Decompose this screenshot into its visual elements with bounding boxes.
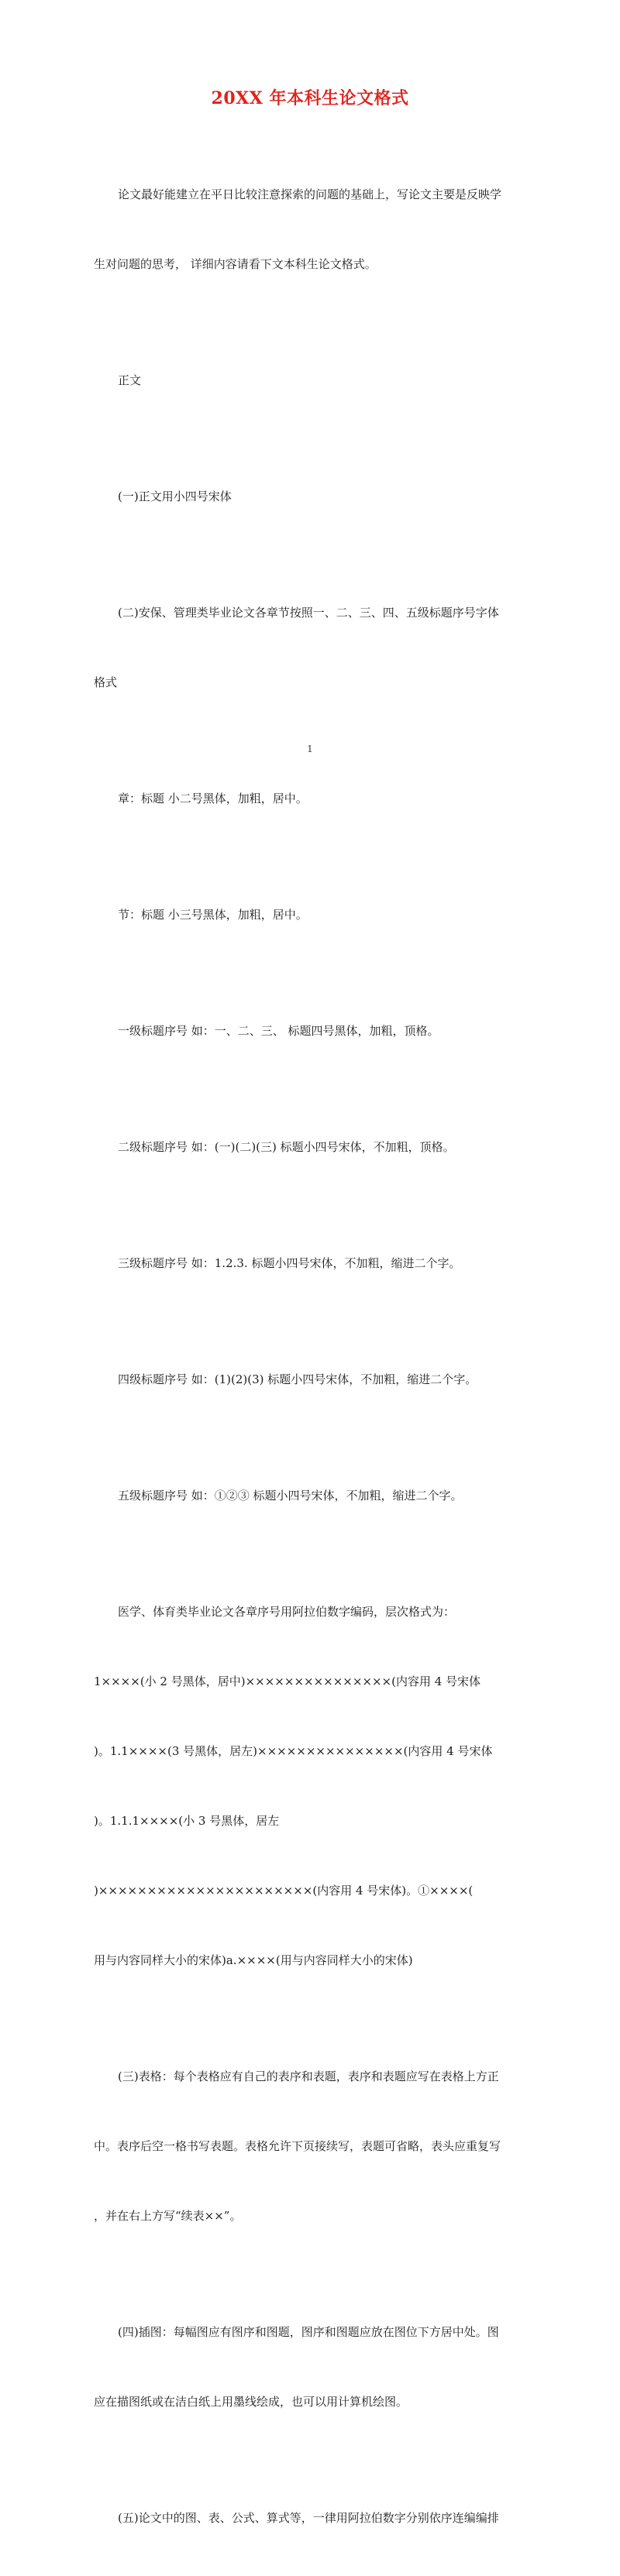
paragraph-section [94, 857, 528, 973]
document-body [94, 136, 528, 2576]
text-line: 1××××(小 2 号黑体，居中)×××××××××××××××(内容用 4 号宋体 [94, 1674, 481, 1688]
paragraph-level-5 [94, 1437, 528, 1554]
paragraph-intro [94, 136, 528, 322]
paragraph-level-2 [94, 1089, 528, 1205]
text-line: 中。表序后空一格书写表题。表格允许下页接续写，表题可省略，表头应重复写 [94, 2139, 501, 2153]
text-line: )。1.1.1××××(小 3 号黑体，居左 [94, 1814, 280, 1828]
text-line: 三级标题序号 如：1.2.3. 标题小四号宋体，不加粗，缩进二个字。 [118, 1256, 461, 1270]
paragraph-medical-format [94, 1554, 528, 2018]
paragraph-body-heading [94, 322, 528, 438]
text-line: 正文 [118, 373, 142, 387]
text-line: 五级标题序号 如：①②③ 标题小四号宋体，不加粗，缩进二个字。 [118, 1489, 463, 1503]
paragraph-level-3 [94, 1205, 528, 1321]
text-line: (三)表格：每个表格应有自己的表序和表题，表序和表题应写在表格上方正 [118, 2069, 499, 2083]
paragraph-chapter [94, 740, 528, 857]
text-line: (二)安保、管理类毕业论文各章节按照一、二、三、四、五级标题序号字体 [118, 606, 499, 620]
text-line: )。1.1××××(3 号黑体，居左)×××××××××××××××(内容用 4 号宋体 [94, 1744, 493, 1758]
paragraph-numbering [94, 2460, 528, 2576]
paragraph-figures [94, 2274, 528, 2460]
text-line: (四)插图：每幅图应有图序和图题，图序和图题应放在图位下方居中处。图 [118, 2325, 499, 2339]
text-line: (一)正文用小四号宋体 [118, 489, 232, 503]
text-line: 章：标题 小二号黑体，加粗，居中。 [118, 792, 308, 805]
text-line: 格式 [94, 675, 118, 689]
text-line: 医学、体育类毕业论文各章序号用阿拉伯数字编码，层次格式为： [118, 1605, 456, 1619]
text-line: )××××××××××××××××××××××(内容用 4 号宋体)。①××××( [94, 1884, 474, 1898]
document-title: 20XX 年本科生论文格式 [211, 88, 409, 108]
text-line: 用与内容同样大小的宋体)a.××××(用与内容同样大小的宋体) [94, 1953, 413, 1967]
text-line: 应在描图纸或在洁白纸上用墨线绘成，也可以用计算机绘图。 [94, 2395, 408, 2409]
paragraph-level-4 [94, 1321, 528, 1437]
paragraph-tables [94, 2018, 528, 2274]
page-number: 1 [307, 744, 313, 754]
paragraph-item-2 [94, 555, 528, 740]
text-line: 生对问题的思考， 详细内容请看下文本科生论文格式。 [94, 257, 377, 271]
text-line: 节：标题 小三号黑体，加粗，居中。 [118, 908, 308, 922]
text-line: 论文最好能建立在平日比较注意探索的问题的基础上，写论文主要是反映学 [118, 187, 502, 201]
text-line: ，并在右上方写“续表××”。 [94, 2209, 242, 2223]
paragraph-item-1 [94, 438, 528, 555]
text-line: 四级标题序号 如：(1)(2)(3) 标题小四号宋体，不加粗，缩进二个字。 [118, 1372, 477, 1386]
text-line: 一级标题序号 如：一、二、三、 标题四号黑体，加粗，顶格。 [118, 1024, 439, 1038]
text-line: 二级标题序号 如：(一)(二)(三) 标题小四号宋体，不加粗，顶格。 [118, 1140, 455, 1154]
paragraph-level-1 [94, 973, 528, 1089]
text-line: (五)论文中的图、表、公式、算式等，一律用阿拉伯数字分别依序连编编排 [118, 2511, 499, 2525]
